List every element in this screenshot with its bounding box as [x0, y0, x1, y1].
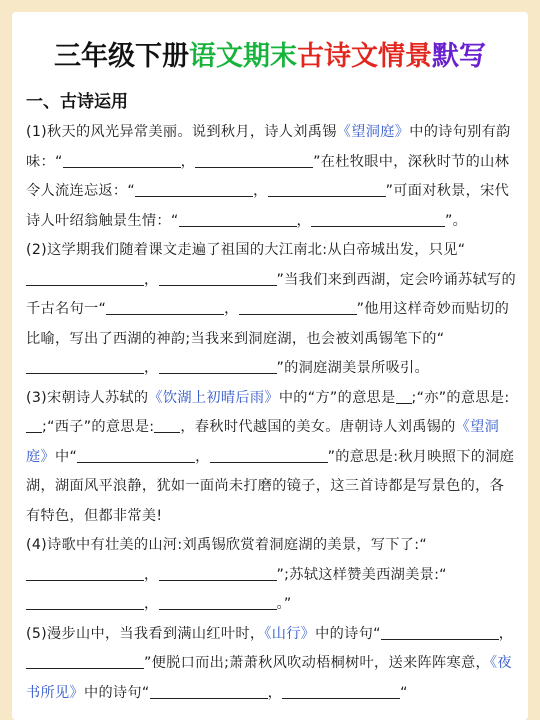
q1-text-2: 中的诗句别有韵味：“: [26, 124, 511, 170]
q2-text-3: ”他用这样奇妙而贴切的比喻，写出了西湖的神韵;当我来到洞庭湖，也会被刘禹锡笔下的“: [26, 301, 510, 347]
questions-content: [26, 118, 518, 708]
answer-blank[interactable]: [311, 211, 429, 226]
q3-poem-title-2: 《望洞庭》: [26, 419, 500, 465]
q3-text-7: ”的意思是:秋月映照下的洞庭湖，湖面风平浪静，犹如一面尚未打磨的镜子，这三首诗都是写景色的，各有特色，但都非常美!: [26, 448, 515, 524]
answer-blank[interactable]: [179, 211, 297, 226]
separator: ，: [144, 596, 159, 612]
title-part-grade: 三年级下册: [54, 41, 189, 72]
answer-blank[interactable]: [77, 447, 195, 462]
q2-text-2: ”当我们来到西湖，定会吟诵苏轼写的千古名句一“: [26, 271, 516, 317]
separator: ，: [224, 301, 239, 317]
q3-text-3: ;“亦”的意思是:: [411, 389, 510, 406]
q5-text-2: 中的诗句“: [315, 625, 381, 642]
answer-blank[interactable]: [396, 388, 412, 403]
question-1: [26, 118, 518, 236]
separator: ，: [144, 566, 159, 583]
separator: ，: [253, 183, 268, 199]
answer-blank[interactable]: [282, 683, 400, 698]
q5-poem-title-2: 《夜书所见》: [26, 655, 512, 701]
section-heading: 一、古诗运用: [26, 92, 128, 112]
answer-blank[interactable]: [239, 300, 357, 315]
q4-text-2: ”;苏轼这样赞美西湖美景:“: [276, 566, 447, 583]
answer-blank[interactable]: [63, 152, 181, 167]
page-title: [12, 34, 528, 73]
separator: ，: [144, 360, 159, 376]
separator: ，: [498, 625, 514, 642]
q3-text-4: ;“西子”的意思是:: [42, 419, 155, 435]
question-2: [26, 236, 518, 384]
q3-poem-title-1: 《饮湖上初晴后雨》: [148, 389, 279, 406]
answer-blank[interactable]: [26, 359, 144, 374]
title-part-poem: 古诗文情景: [297, 41, 432, 72]
q5-text-4: 中的诗句“: [83, 684, 150, 701]
answer-blank[interactable]: [26, 565, 144, 580]
q4-text-1: (4)诗歌中有壮美的山河:刘禹锡欣赏着洞庭湖的美景，写下了:“: [26, 537, 427, 553]
separator: ，: [180, 153, 196, 170]
q1-text-4: ”可面对秋景，宋代诗人叶绍翁触景生情：“: [26, 183, 510, 229]
answer-blank[interactable]: [159, 270, 277, 285]
answer-blank[interactable]: [381, 624, 499, 639]
q3-text-1: (3)宋朝诗人苏轼的: [26, 389, 149, 406]
question-3: [26, 384, 518, 532]
q3-text-6: 中“: [54, 448, 78, 465]
worksheet-page: [12, 12, 528, 720]
answer-blank[interactable]: [268, 182, 386, 197]
question-5: [26, 620, 518, 709]
answer-blank[interactable]: [429, 211, 445, 226]
answer-blank[interactable]: [106, 300, 224, 315]
q5-text-5: “: [400, 684, 408, 701]
separator: ，: [267, 684, 283, 701]
answer-blank[interactable]: [159, 595, 277, 610]
q5-text-3: ”便脱口而出;萧萧秋风吹动梧桐树叶，送来阵阵寒意，: [144, 655, 490, 671]
answer-blank[interactable]: [135, 182, 253, 197]
answer-blank[interactable]: [26, 654, 144, 669]
q1-poem-title: 《望洞庭》: [336, 124, 410, 140]
q1-text-3: ”在杜牧眼中，深秋时节的山林令人流连忘返：“: [26, 153, 510, 199]
separator: ，: [296, 212, 312, 229]
answer-blank[interactable]: [150, 683, 268, 698]
answer-blank[interactable]: [26, 595, 144, 610]
q2-text-4: ”的洞庭湖美景所吸引。: [276, 360, 430, 376]
answer-blank[interactable]: [159, 359, 277, 374]
answer-blank[interactable]: [26, 270, 144, 285]
title-part-exam: 语文期末: [189, 41, 297, 72]
q5-poem-title-1: 《山行》: [264, 625, 316, 642]
answer-blank[interactable]: [154, 418, 180, 433]
separator: ，: [144, 271, 159, 288]
q1-text-1: (1)秋天的风光异常美丽。说到秋月，诗人刘禹锡: [26, 124, 337, 140]
title-part-dictation: 默写: [432, 41, 486, 72]
answer-blank[interactable]: [159, 565, 277, 580]
q3-text-2: 中的“方”的意思是: [278, 389, 396, 406]
answer-blank[interactable]: [210, 447, 328, 462]
q4-text-3: 。”: [276, 596, 292, 612]
answer-blank[interactable]: [26, 418, 42, 433]
q2-text-1: (2)这学期我们随着课文走遍了祖国的大江南北:从白帝城出发，只见“: [26, 242, 466, 258]
separator: ，: [195, 448, 210, 465]
q1-text-5: ”。: [445, 212, 468, 229]
q3-text-5: ，春秋时代越国的美女。唐朝诗人刘禹锡的: [180, 419, 456, 435]
question-4: [26, 531, 518, 620]
q5-text-1: (5)漫步山中，当我看到满山红叶时，: [26, 625, 265, 642]
answer-blank[interactable]: [195, 152, 313, 167]
